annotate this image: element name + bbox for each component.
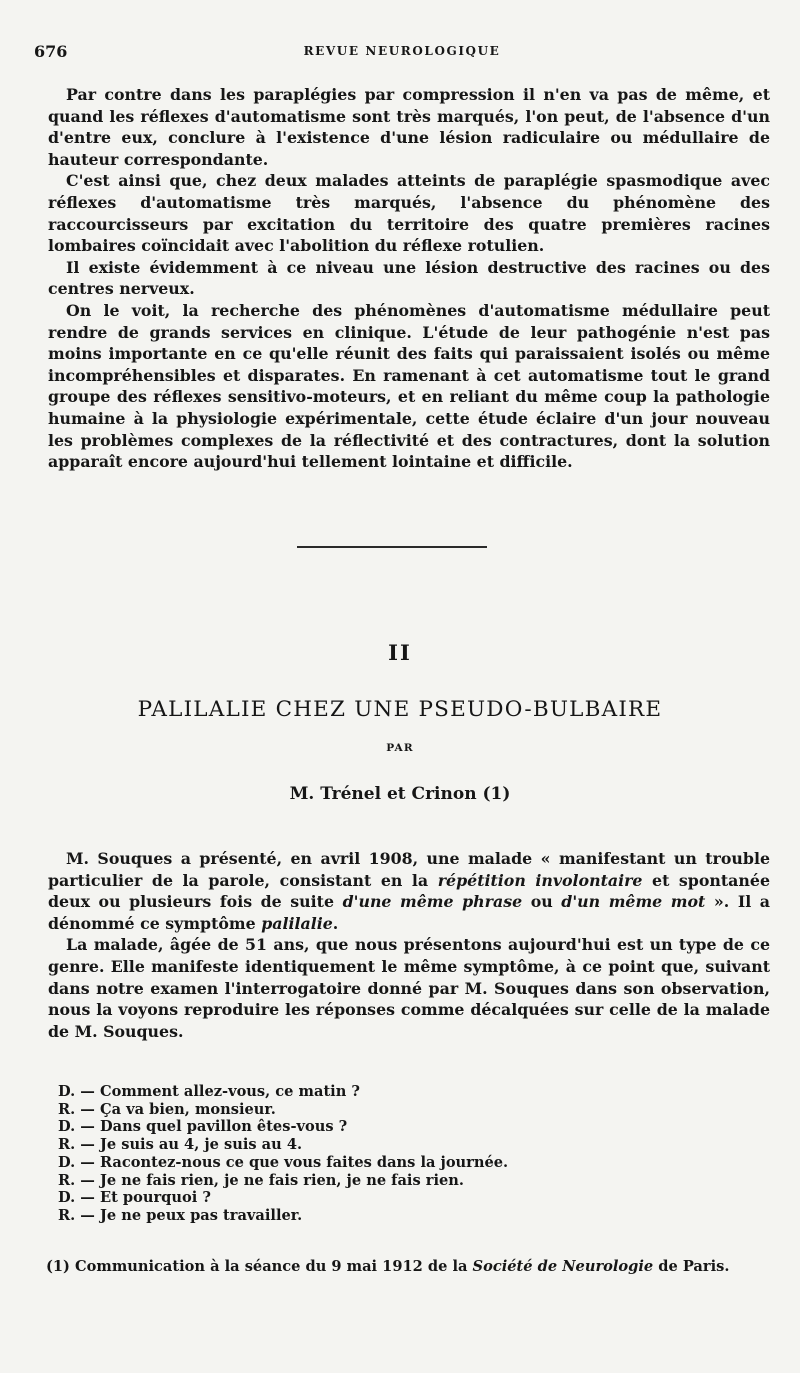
intro-paragraph: On le voit, la recherche des phénomènes d'automatisme médullaire peut rendre de grands services en clinique. L'étude de leur pathogénie n'est pas moins importante en ce qu'elle réunit des faits qui paraissaient isolés ou même incompréhensibles et disparates. En ramenant à cet automatisme tout le grand groupe des réflexes sensitivo-moteurs, et en reliant du même coup la pathologie humaine à la physiologie expérimentale, cette étude éclaire d'un jour nouveau les problèmes complexes de la réflectivité et des contractures, dont la solution apparaît encore aujourd'hui tellement lointaine et difficile. <box>48 300 770 472</box>
text-run: de Paris. <box>653 1258 730 1275</box>
text-run: et spontanée deux ou plusieurs fois de suite <box>48 870 770 912</box>
italic-run: d'une même phrase <box>342 892 523 912</box>
dialogue-line: R. — Je suis au 4, je suis au 4. <box>58 1136 303 1154</box>
dialogue-line: D. — Comment allez-vous, ce matin ? <box>58 1083 360 1100</box>
dialogue-line: D. — Racontez-nous ce que vous faites dans la journée. <box>58 1153 509 1171</box>
dialogue-line: R. — Je ne peux pas travailler. <box>58 1206 303 1224</box>
journal-name: REVUE NEUROLOGIQUE <box>303 44 501 58</box>
text-run: M. Souques a présenté, en avril 1908, une malade « manifestant un trouble particulier de la parole, consistant en la <box>48 849 770 890</box>
dialogue <box>58 1083 508 1225</box>
italic-run: Société de Neurologie <box>472 1258 654 1275</box>
intro-paragraph: Il existe évidemment à ce niveau une lésion destructive des racines ou des centres nerveux. <box>48 257 770 299</box>
dialogue-line: D. — Et pourquoi ? <box>58 1189 211 1207</box>
text-run: (1) Communication à la séance du 9 mai 1912 de la <box>46 1258 473 1275</box>
article-paragraph: La malade, âgée de 51 ans, que nous présentons aujourd'hui est un type de ce genre. Elle manifeste identiquement le même symptôme, à ce point que, suivant dans notre examen l'interrogatoire donné par M. Souques dans son observation, nous la voyons reproduire les réponses comme décalquées sur celle de la malade de M. Souques. <box>48 935 770 1041</box>
dialogue-line: D. — Dans quel pavillon êtes-vous ? <box>58 1118 348 1136</box>
italic-run: répétition involontaire <box>437 870 643 890</box>
intro-paragraph: Par contre dans les paraplégies par compression il n'en va pas de même, et quand les réflexes d'automatisme sont très marqués, l'on peut, de l'absence d'un d'entre eux, conclure à l'existence d'une lésion radiculaire ou médullaire de hauteur correspondante. <box>48 85 770 169</box>
text-run: ». Il a dénommé ce symptôme <box>48 892 771 933</box>
intro-paragraph: C'est ainsi que, chez deux malades atteints de paraplégie spasmodique avec réflexes d'automatisme très marqués, l'absence du phénomène des raccourcisseurs par excitation du territoire des quatre premières racines lombaires coïncidait avec l'abolition du réflexe rotulien. <box>48 171 770 256</box>
footnote <box>46 1258 790 1275</box>
italic-run: palilalie <box>261 913 333 933</box>
running-head <box>34 42 770 62</box>
text-run: ou <box>522 892 562 912</box>
byline-par: PAR <box>386 742 414 754</box>
section-number: II <box>388 640 412 665</box>
section-separator <box>297 546 487 548</box>
article-paragraph <box>48 848 770 934</box>
intro-text <box>48 84 770 473</box>
article-title: PALILALIE CHEZ UNE PSEUDO-BULBAIRE <box>137 697 663 722</box>
article-text <box>48 848 770 1042</box>
dialogue-line: R. — Je ne fais rien, je ne fais rien, je ne fais rien. <box>58 1171 464 1189</box>
dialogue-line: R. — Ça va bien, monsieur. <box>58 1100 276 1118</box>
italic-run: d'un même mot <box>561 892 706 912</box>
page-number: 676 <box>34 42 68 61</box>
text-run: . <box>332 913 339 933</box>
article-authors: M. Trénel et Crinon (1) <box>289 784 511 804</box>
